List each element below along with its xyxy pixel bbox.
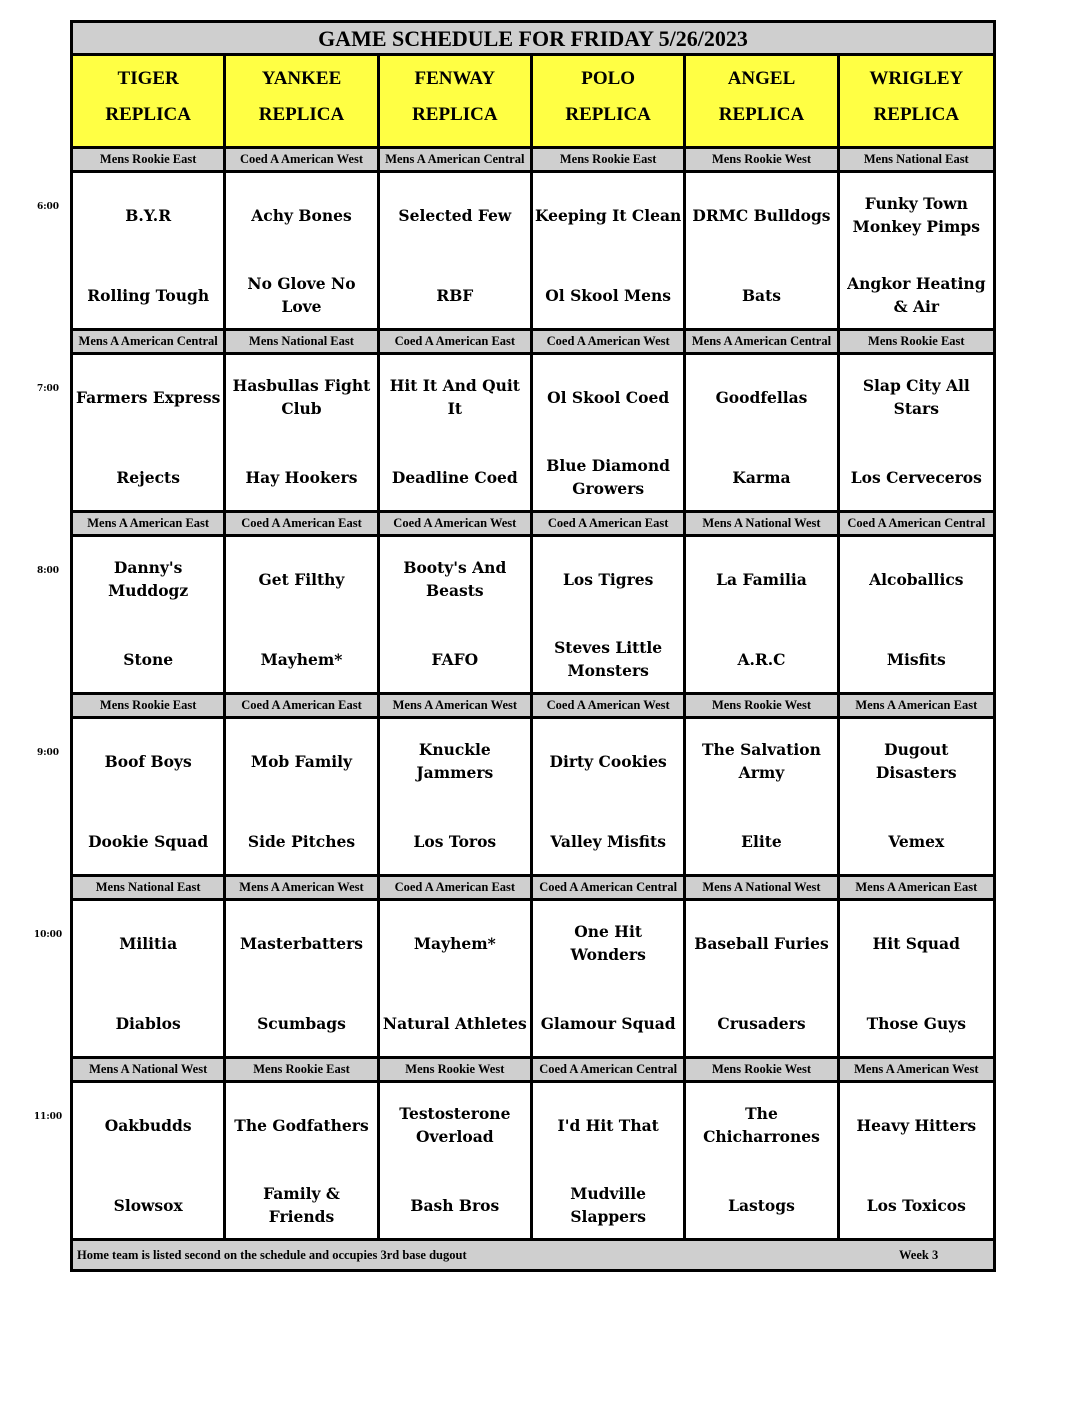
away-team: Hit It And Quit It — [389, 376, 520, 418]
field-header-yankee — [226, 56, 379, 149]
game-row — [73, 173, 993, 331]
division-label: Mens A National West — [686, 877, 839, 898]
home-team: Rolling Tough — [87, 285, 210, 305]
game-cell — [686, 901, 839, 1056]
away-team: One Hit Wonders — [570, 922, 646, 964]
game-cell — [226, 1083, 379, 1238]
away-team: Knuckle Jammers — [416, 740, 494, 782]
away-team: Mob Family — [250, 751, 353, 771]
field-subtitle: REPLICA — [565, 104, 651, 125]
home-team: Slowsox — [113, 1195, 183, 1215]
time-label: 9:00 — [36, 748, 60, 758]
division-label: Mens A American East — [855, 880, 978, 894]
home-team: Angkor Heating & Air — [847, 274, 986, 316]
division-label: Coed A American West — [533, 331, 686, 352]
division-label: Mens A American Central — [380, 149, 533, 170]
time-label: 6:00 — [36, 202, 60, 212]
field-name: TIGER — [117, 68, 179, 89]
home-team: Natural Athletes — [382, 1013, 527, 1033]
game-cell — [533, 355, 686, 510]
home-team: Los Toros — [413, 831, 497, 851]
division-label: Coed A American East — [533, 513, 686, 534]
home-team: Valley Misfits — [550, 831, 666, 851]
home-team: Hay Hookers — [245, 467, 358, 487]
game-cell — [73, 1083, 226, 1238]
game-cell — [73, 719, 226, 874]
division-row — [73, 149, 993, 173]
field-header-row — [73, 56, 993, 149]
game-cell — [380, 1083, 533, 1238]
division-label: Coed A American West — [226, 149, 379, 170]
home-team: Glamour Squad — [540, 1013, 676, 1033]
away-team: Booty's And Beasts — [403, 558, 507, 600]
game-cell — [380, 719, 533, 874]
division-row — [73, 513, 993, 537]
division-row — [73, 1059, 993, 1083]
time-label: 8:00 — [36, 566, 60, 576]
away-team: DRMC Bulldogs — [692, 205, 831, 225]
home-team: Family & Friends — [263, 1184, 340, 1226]
field-name: FENWAY — [414, 68, 496, 89]
away-team: La Familia — [716, 569, 807, 589]
away-team: Dirty Cookies — [549, 751, 667, 771]
game-row — [73, 719, 993, 877]
game-cell — [73, 537, 226, 692]
game-cell — [840, 901, 993, 1056]
away-team: Farmers Express — [76, 387, 221, 407]
division-label: Mens A American West — [226, 877, 379, 898]
division-label: Mens Rookie West — [686, 695, 839, 716]
division-label: Mens National East — [863, 152, 969, 166]
game-cell — [840, 537, 993, 692]
away-team: Funky Town Monkey Pimps — [852, 194, 980, 236]
division-row — [73, 331, 993, 355]
division-label: Mens A National West — [686, 513, 839, 534]
away-team: Goodfellas — [715, 387, 808, 407]
division-label: Mens A American West — [854, 1062, 979, 1076]
home-team: FAFO — [431, 649, 479, 669]
field-subtitle: REPLICA — [258, 104, 345, 125]
division-label: Mens A American East — [73, 513, 226, 534]
division-label: Mens National East — [73, 877, 226, 898]
division-label: Coed A American West — [533, 695, 686, 716]
away-team: Ol Skool Coed — [547, 387, 670, 407]
schedule-table — [70, 20, 996, 1272]
away-team: Los Tigres — [562, 569, 654, 589]
game-cell — [380, 901, 533, 1056]
home-team: Steves Little Monsters — [554, 638, 663, 680]
home-team: Dookie Squad — [88, 831, 209, 851]
home-team: Vemex — [888, 831, 945, 851]
field-subtitle: REPLICA — [873, 104, 960, 125]
division-label: Mens A American West — [380, 695, 533, 716]
home-team: Bats — [741, 285, 781, 305]
away-team: Alcoballics — [869, 569, 964, 589]
division-label: Mens A American East — [855, 698, 978, 712]
division-label: Mens A American Central — [686, 331, 839, 352]
division-label: Coed A American West — [380, 513, 533, 534]
week-label: Week 3 — [899, 1248, 939, 1262]
game-cell — [73, 173, 226, 328]
field-header-fenway — [380, 56, 533, 149]
game-cell — [840, 173, 993, 328]
game-cell — [73, 355, 226, 510]
game-cell — [686, 355, 839, 510]
home-team: RBF — [436, 285, 474, 305]
game-cell — [686, 719, 839, 874]
home-team: Scumbags — [257, 1013, 346, 1033]
division-row — [73, 877, 993, 901]
game-cell — [533, 901, 686, 1056]
home-team: Lastogs — [728, 1195, 795, 1215]
away-team: Oakbudds — [104, 1115, 192, 1135]
away-team: Get Filthy — [258, 569, 345, 589]
home-team: Bash Bros — [410, 1195, 500, 1215]
field-subtitle: REPLICA — [105, 104, 191, 125]
division-label: Mens Rookie East — [73, 695, 226, 716]
home-team: Misfits — [886, 649, 946, 669]
game-cell — [226, 719, 379, 874]
home-team: Elite — [741, 831, 782, 851]
away-team: Boof Boys — [104, 751, 192, 771]
home-team: No Glove No Love — [247, 274, 356, 316]
game-cell — [686, 173, 839, 328]
away-team: Danny's Muddogz — [108, 558, 189, 600]
away-team: Heavy Hitters — [856, 1115, 977, 1135]
away-team: Achy Bones — [251, 205, 352, 225]
field-name: WRIGLEY — [869, 68, 964, 89]
division-row — [73, 695, 993, 719]
game-cell — [380, 355, 533, 510]
game-cell — [686, 1083, 839, 1238]
division-label: Mens Rookie East — [226, 1059, 379, 1080]
division-label: Coed A American Central — [533, 877, 686, 898]
away-team: Militia — [119, 933, 178, 953]
game-cell — [840, 719, 993, 874]
game-row — [73, 355, 993, 513]
home-team: Mayhem* — [260, 649, 343, 669]
away-team: Keeping It Clean — [535, 205, 682, 225]
division-label: Mens A American Central — [73, 331, 226, 352]
home-team: Deadline Coed — [391, 467, 518, 487]
away-team: B.Y.R — [125, 205, 172, 225]
home-team: Los Toxicos — [866, 1195, 966, 1215]
game-cell — [686, 537, 839, 692]
home-team: Ol Skool Mens — [545, 285, 671, 305]
division-label: Coed A American East — [380, 877, 533, 898]
home-team: Karma — [732, 467, 791, 487]
away-team: Testosterone Overload — [399, 1104, 511, 1146]
game-cell — [380, 537, 533, 692]
away-team: Dugout Disasters — [875, 740, 957, 782]
footer-note: Home team is listed second on the schedule and occupies 3rd base dugout — [77, 1248, 467, 1262]
home-team: Rejects — [116, 467, 180, 487]
time-label: 7:00 — [36, 384, 60, 394]
division-label: Coed A American East — [226, 513, 379, 534]
division-label: Mens Rookie West — [686, 1059, 839, 1080]
away-team: The Godfathers — [234, 1115, 369, 1135]
field-name: YANKEE — [261, 68, 342, 89]
division-label: Coed A American East — [226, 695, 379, 716]
division-label: Mens Rookie East — [73, 149, 226, 170]
game-row — [73, 537, 993, 695]
page-title: GAME SCHEDULE FOR FRIDAY 5/26/2023 — [73, 23, 993, 56]
game-cell — [533, 719, 686, 874]
time-label: 10:00 — [33, 930, 63, 940]
division-label: Coed A American Central — [847, 516, 986, 530]
game-cell — [226, 355, 379, 510]
home-team: Those Guys — [866, 1013, 966, 1033]
field-name: ANGEL — [727, 68, 796, 89]
field-subtitle: REPLICA — [412, 104, 498, 125]
away-team: Hasbullas Fight Club — [232, 376, 371, 418]
field-header-polo — [533, 56, 686, 149]
away-team: Masterbatters — [239, 933, 364, 953]
away-team: The Salvation Army — [702, 740, 821, 782]
division-label: Coed A American Central — [533, 1059, 686, 1080]
home-team: Stone — [123, 649, 174, 669]
field-header-angel — [686, 56, 839, 149]
division-label: Mens Rookie West — [686, 149, 839, 170]
away-team: Mayhem* — [413, 933, 496, 953]
home-team: Los Cerveceros — [850, 467, 982, 487]
time-label: 11:00 — [33, 1112, 63, 1122]
home-team: Mudville Slappers — [570, 1184, 647, 1226]
game-cell — [226, 901, 379, 1056]
game-cell — [533, 1083, 686, 1238]
field-subtitle: REPLICA — [718, 104, 805, 125]
game-cell — [226, 537, 379, 692]
home-team: Crusaders — [717, 1013, 806, 1033]
field-header-wrigley — [840, 56, 993, 149]
field-header-tiger — [73, 56, 226, 149]
division-label: Mens A National West — [73, 1059, 226, 1080]
field-name: POLO — [581, 68, 636, 89]
away-team: Baseball Furies — [694, 933, 829, 953]
game-cell — [840, 1083, 993, 1238]
game-row — [73, 901, 993, 1059]
home-team: Side Pitches — [247, 831, 356, 851]
game-cell — [533, 537, 686, 692]
away-team: Slap City All Stars — [862, 376, 970, 418]
division-label: Mens National East — [226, 331, 379, 352]
game-cell — [226, 173, 379, 328]
division-label: Coed A American East — [380, 331, 533, 352]
game-cell — [533, 173, 686, 328]
away-team: Hit Squad — [872, 933, 960, 953]
away-team: Selected Few — [398, 205, 512, 225]
home-team: A.R.C — [737, 649, 786, 669]
game-cell — [380, 173, 533, 328]
footer-bar — [73, 1241, 993, 1269]
home-team: Diablos — [115, 1013, 181, 1033]
division-label: Mens Rookie East — [533, 149, 686, 170]
division-label: Mens Rookie West — [380, 1059, 533, 1080]
game-cell — [840, 355, 993, 510]
away-team: I'd Hit That — [557, 1115, 659, 1135]
home-team: Blue Diamond Growers — [546, 456, 671, 498]
game-row — [73, 1083, 993, 1241]
division-label: Mens Rookie East — [868, 334, 965, 348]
game-cell — [73, 901, 226, 1056]
away-team: The Chicharrones — [703, 1104, 820, 1146]
